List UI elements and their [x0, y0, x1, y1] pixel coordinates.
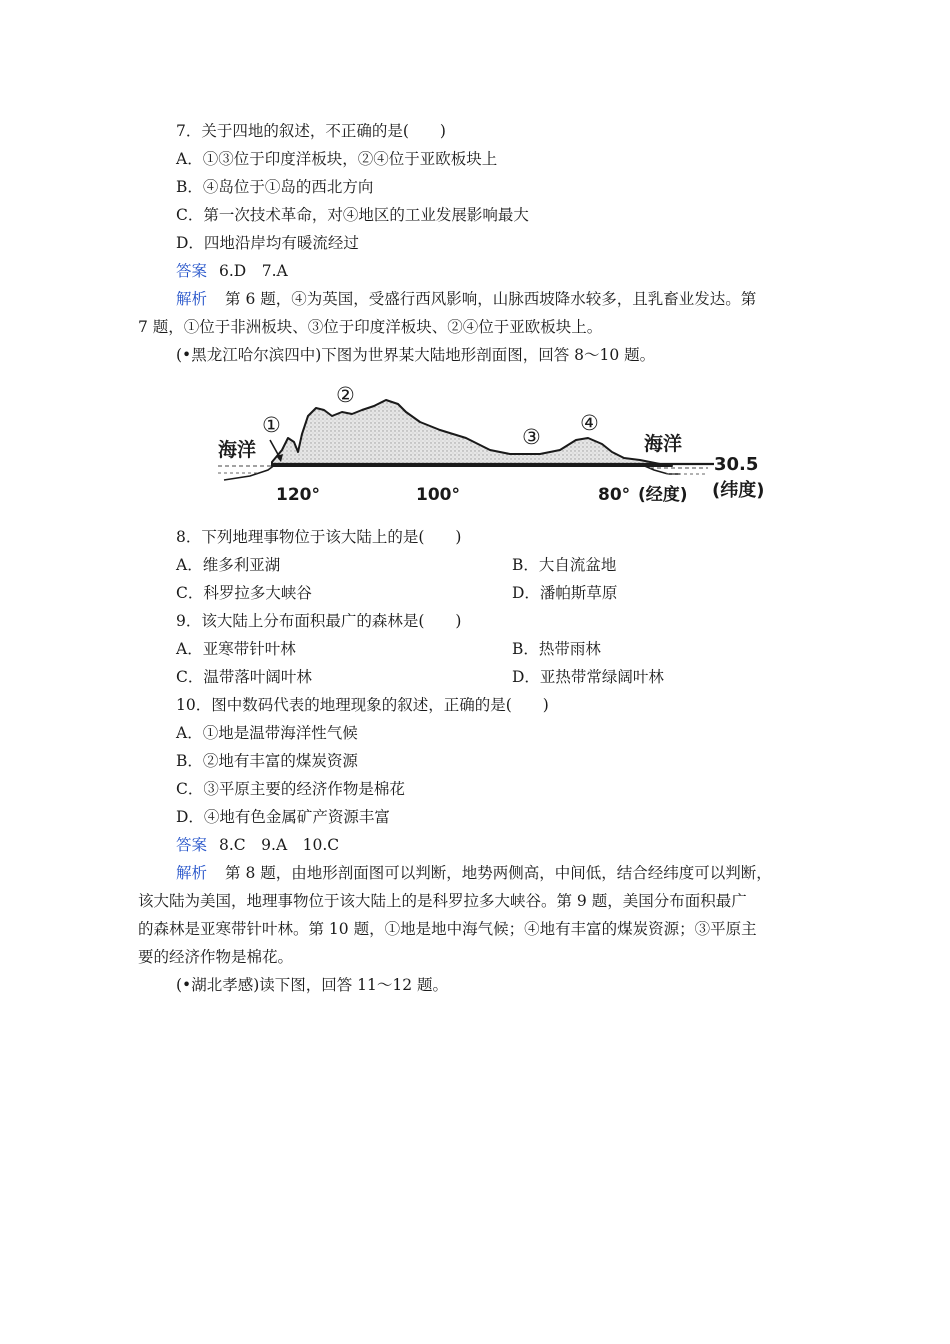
q7-option-c: C．第一次技术革命，对④地区的工业发展影响最大 — [176, 206, 529, 224]
source-note-3: (•湖北孝感)读下图，回答 11～12 题。 — [176, 976, 449, 994]
q10-stem: 10．图中数码代表的地理现象的叙述，正确的是( ) — [176, 696, 549, 714]
q7-option-a: A．①③位于印度洋板块，②④位于亚欧板块上 — [176, 150, 498, 168]
explanation-label: 解析 — [176, 290, 208, 308]
explanation-2-line-1: 解析 第 8 题，由地形剖面图可以判断，地势两侧高，中间低，结合经纬度可以判断， — [176, 864, 772, 882]
answer-block-1 — [176, 260, 288, 282]
tick-80: 80° — [598, 485, 631, 505]
q7-option-d: D．四地沿岸均有暖流经过 — [176, 234, 359, 252]
explanation-2-line-4: 要的经济作物是棉花。 — [138, 948, 294, 966]
longitude-unit: (经度) — [638, 485, 688, 505]
answer-block-2 — [176, 834, 339, 856]
q9-option-b: B．热带雨林 — [512, 640, 601, 658]
answer-label: 答案 — [176, 262, 208, 280]
marker-1: ① — [262, 413, 281, 437]
q9-option-c: C．温带落叶阔叶林 — [176, 668, 312, 686]
q10-option-a: A．①地是温带海洋性气候 — [176, 724, 358, 742]
q7-option-b: B．④岛位于①岛的西北方向 — [176, 178, 374, 196]
q10-option-c: C．③平原主要的经济作物是棉花 — [176, 780, 405, 798]
ocean-left-label: 海洋 — [218, 439, 257, 461]
source-note-2: (•黑龙江哈尔滨四中)下图为世界某大陆地形剖面图，回答 8～10 题。 — [176, 346, 656, 364]
answer-text: 6.D 7.A — [219, 262, 288, 280]
answer-text: 8.C 9.A 10.C — [219, 836, 340, 854]
q10-option-d: D．④地有色金属矿产资源丰富 — [176, 808, 390, 826]
explanation-1-line-1: 解析 第 6 题，④为英国，受盛行西风影响，山脉西坡降水较多，且乳畜业发达。第 — [176, 290, 757, 308]
q8-option-b: B．大自流盆地 — [512, 556, 617, 574]
q9-option-d: D．亚热带常绿阔叶林 — [512, 668, 664, 686]
terrain-shape — [272, 400, 672, 466]
q8-stem: 8．下列地理事物位于该大陆上的是( ) — [176, 528, 462, 546]
marker-2: ② — [336, 383, 355, 407]
ocean-right-label: 海洋 — [644, 433, 683, 455]
marker-3: ③ — [522, 425, 541, 449]
q8-option-a: A．维多利亚湖 — [176, 556, 281, 574]
latitude-value: 30.5 — [714, 454, 759, 475]
tick-120: 120° — [276, 485, 320, 505]
q9-stem: 9．该大陆上分布面积最广的森林是( ) — [176, 612, 462, 630]
marker-4: ④ — [580, 411, 599, 435]
q8-option-d: D．潘帕斯草原 — [512, 584, 618, 602]
q7-stem: 7．关于四地的叙述，不正确的是( ) — [176, 122, 446, 140]
tick-100: 100° — [416, 485, 460, 505]
terrain-profile-figure — [210, 378, 780, 508]
explanation-label: 解析 — [176, 864, 208, 882]
latitude-unit: (纬度) — [712, 480, 765, 501]
q8-option-c: C．科罗拉多大峡谷 — [176, 584, 312, 602]
q10-option-b: B．②地有丰富的煤炭资源 — [176, 752, 358, 770]
explanation-1-line-2: 7 题，①位于非洲板块、③位于印度洋板块、②④位于亚欧板块上。 — [138, 318, 603, 336]
explanation-2-line-3: 的森林是亚寒带针叶林。第 10 题，①地是地中海气候；④地有丰富的煤炭资源；③平原主 — [138, 920, 757, 938]
explanation-2-line-2: 该大陆为美国，地理事物位于该大陆上的是科罗拉多大峡谷。第 9 题，美国分布面积最广 — [138, 892, 747, 910]
q9-option-a: A．亚寒带针叶林 — [176, 640, 296, 658]
answer-label: 答案 — [176, 836, 208, 854]
terrain-profile-svg — [210, 378, 780, 508]
